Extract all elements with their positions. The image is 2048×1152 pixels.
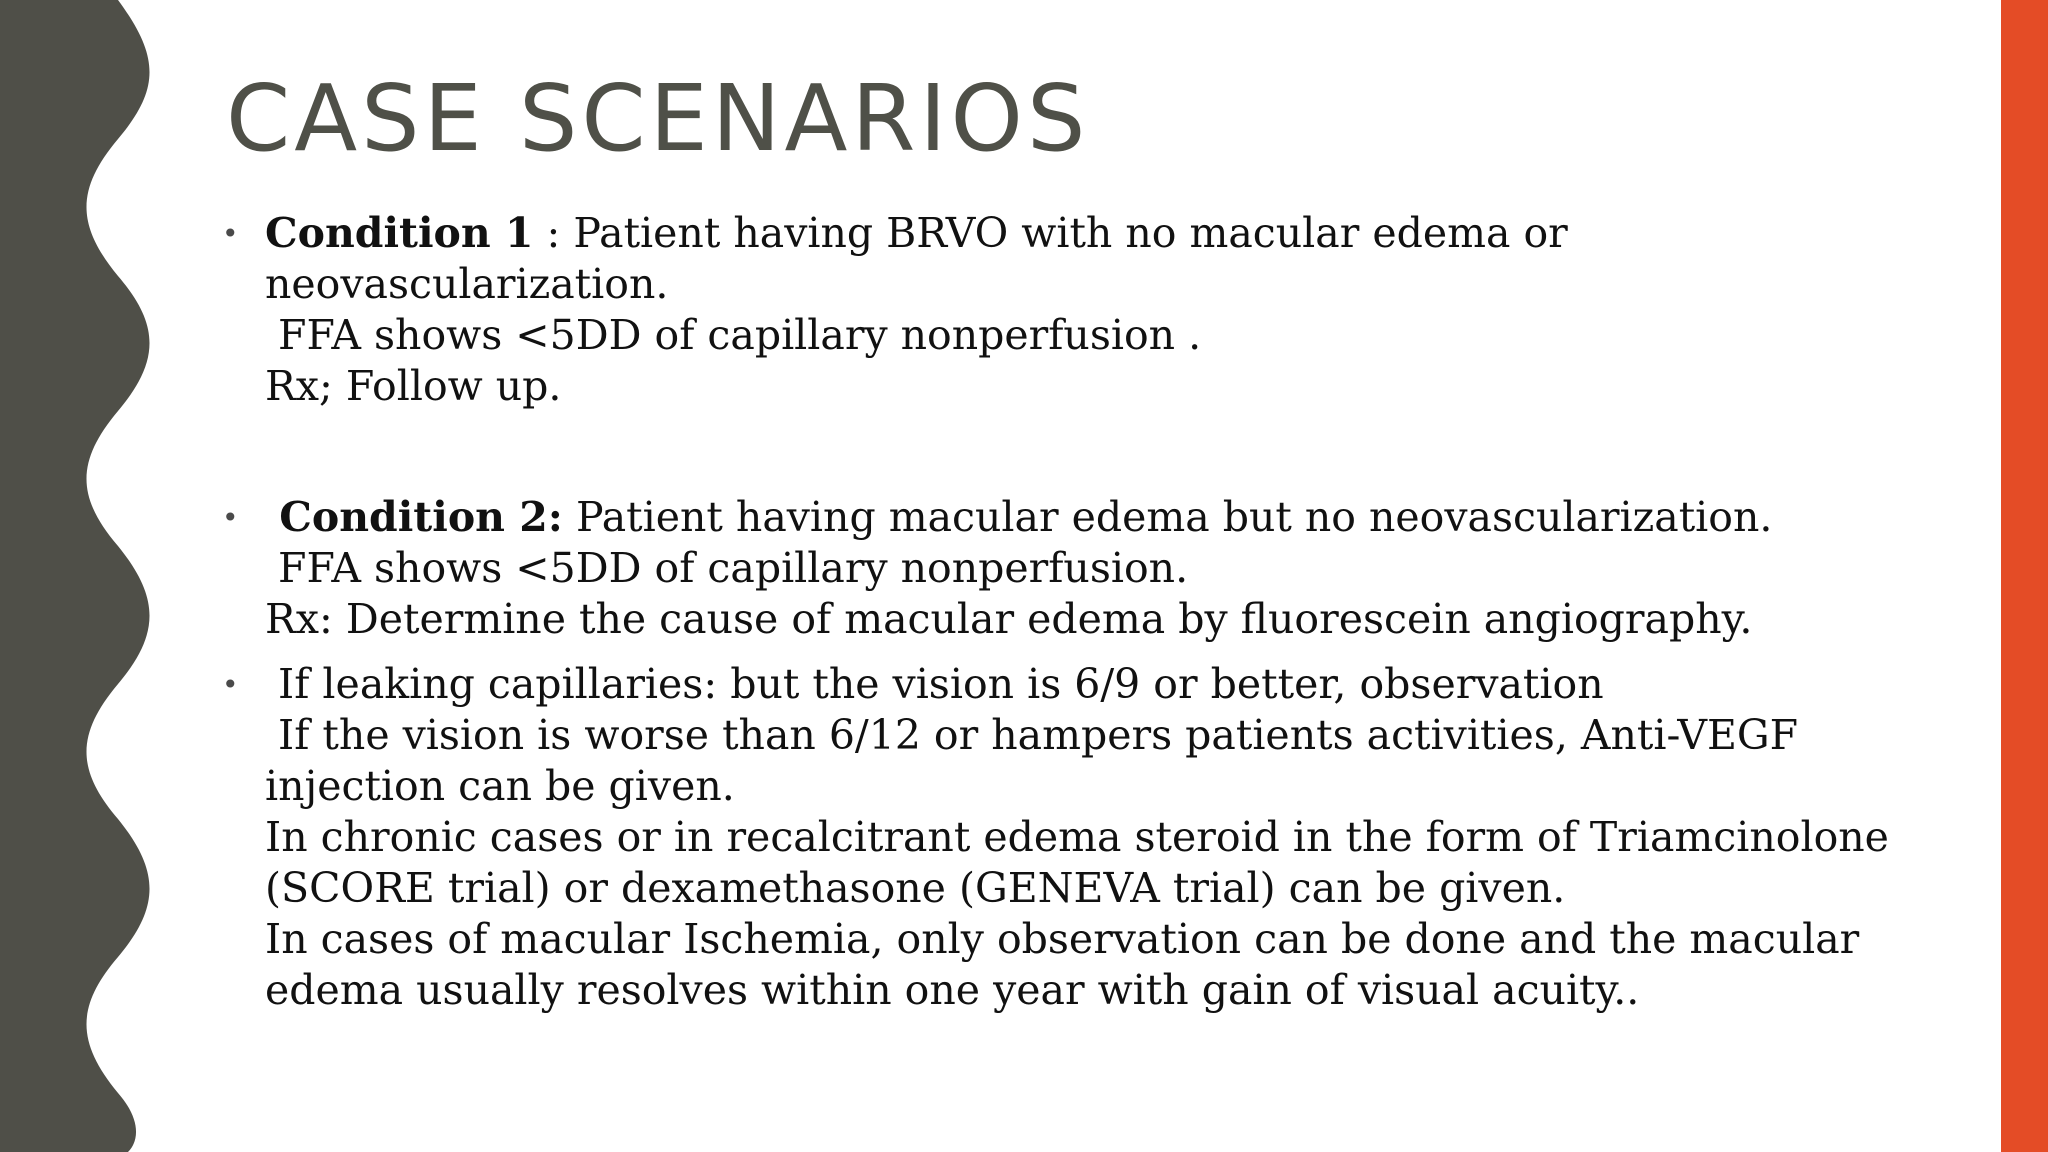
slide-body bbox=[222, 208, 1922, 1016]
body-line: (SCORE trial) or dexamethasone (GENEVA trial) can be given. bbox=[265, 864, 1566, 912]
bullet-icon: • bbox=[222, 501, 239, 534]
wavy-side-band bbox=[0, 0, 160, 1152]
bullet-icon: • bbox=[222, 668, 239, 701]
body-line: In cases of macular Ischemia, only observation can be done and the macular bbox=[265, 915, 1860, 963]
body-line: injection can be given. bbox=[265, 762, 735, 810]
body-line: Condition 2: Patient having macular edema but no neovascularization. bbox=[265, 493, 1773, 541]
condition-label: Condition 2: bbox=[265, 493, 563, 541]
body-line: Rx: Determine the cause of macular edema by fluorescein angiography. bbox=[265, 595, 1753, 643]
body-line: If leaking capillaries: but the vision is 6/9 or better, observation bbox=[265, 660, 1604, 708]
body-line: neovascularization. bbox=[265, 260, 669, 308]
body-line: FFA shows <5DD of capillary nonperfusion . bbox=[265, 311, 1202, 359]
body-line: In chronic cases or in recalcitrant edema steroid in the form of Triamcinolone bbox=[265, 813, 1889, 861]
spacer bbox=[222, 645, 1922, 659]
condition-label: Condition 1 bbox=[265, 209, 534, 257]
body-line: edema usually resolves within one year with gain of visual acuity.. bbox=[265, 966, 1640, 1014]
accent-bar bbox=[2001, 0, 2048, 1152]
bullet-item-condition-2 bbox=[222, 492, 1922, 645]
wavy-band-shape bbox=[0, 0, 150, 1152]
body-line: FFA shows <5DD of capillary nonperfusion. bbox=[265, 544, 1189, 592]
slide-title: CASE SCENARIOS bbox=[226, 65, 1090, 172]
body-line: If the vision is worse than 6/12 or hampers patients activities, Anti-VEGF bbox=[265, 711, 1799, 759]
bullet-item-condition-1 bbox=[222, 208, 1922, 412]
bullet-item-treatment bbox=[222, 659, 1922, 1016]
spacer bbox=[222, 412, 1922, 492]
body-line: Condition 1 : Patient having BRVO with no macular edema or bbox=[265, 209, 1568, 257]
body-line: Rx; Follow up. bbox=[265, 362, 562, 410]
bullet-icon: • bbox=[222, 217, 239, 250]
